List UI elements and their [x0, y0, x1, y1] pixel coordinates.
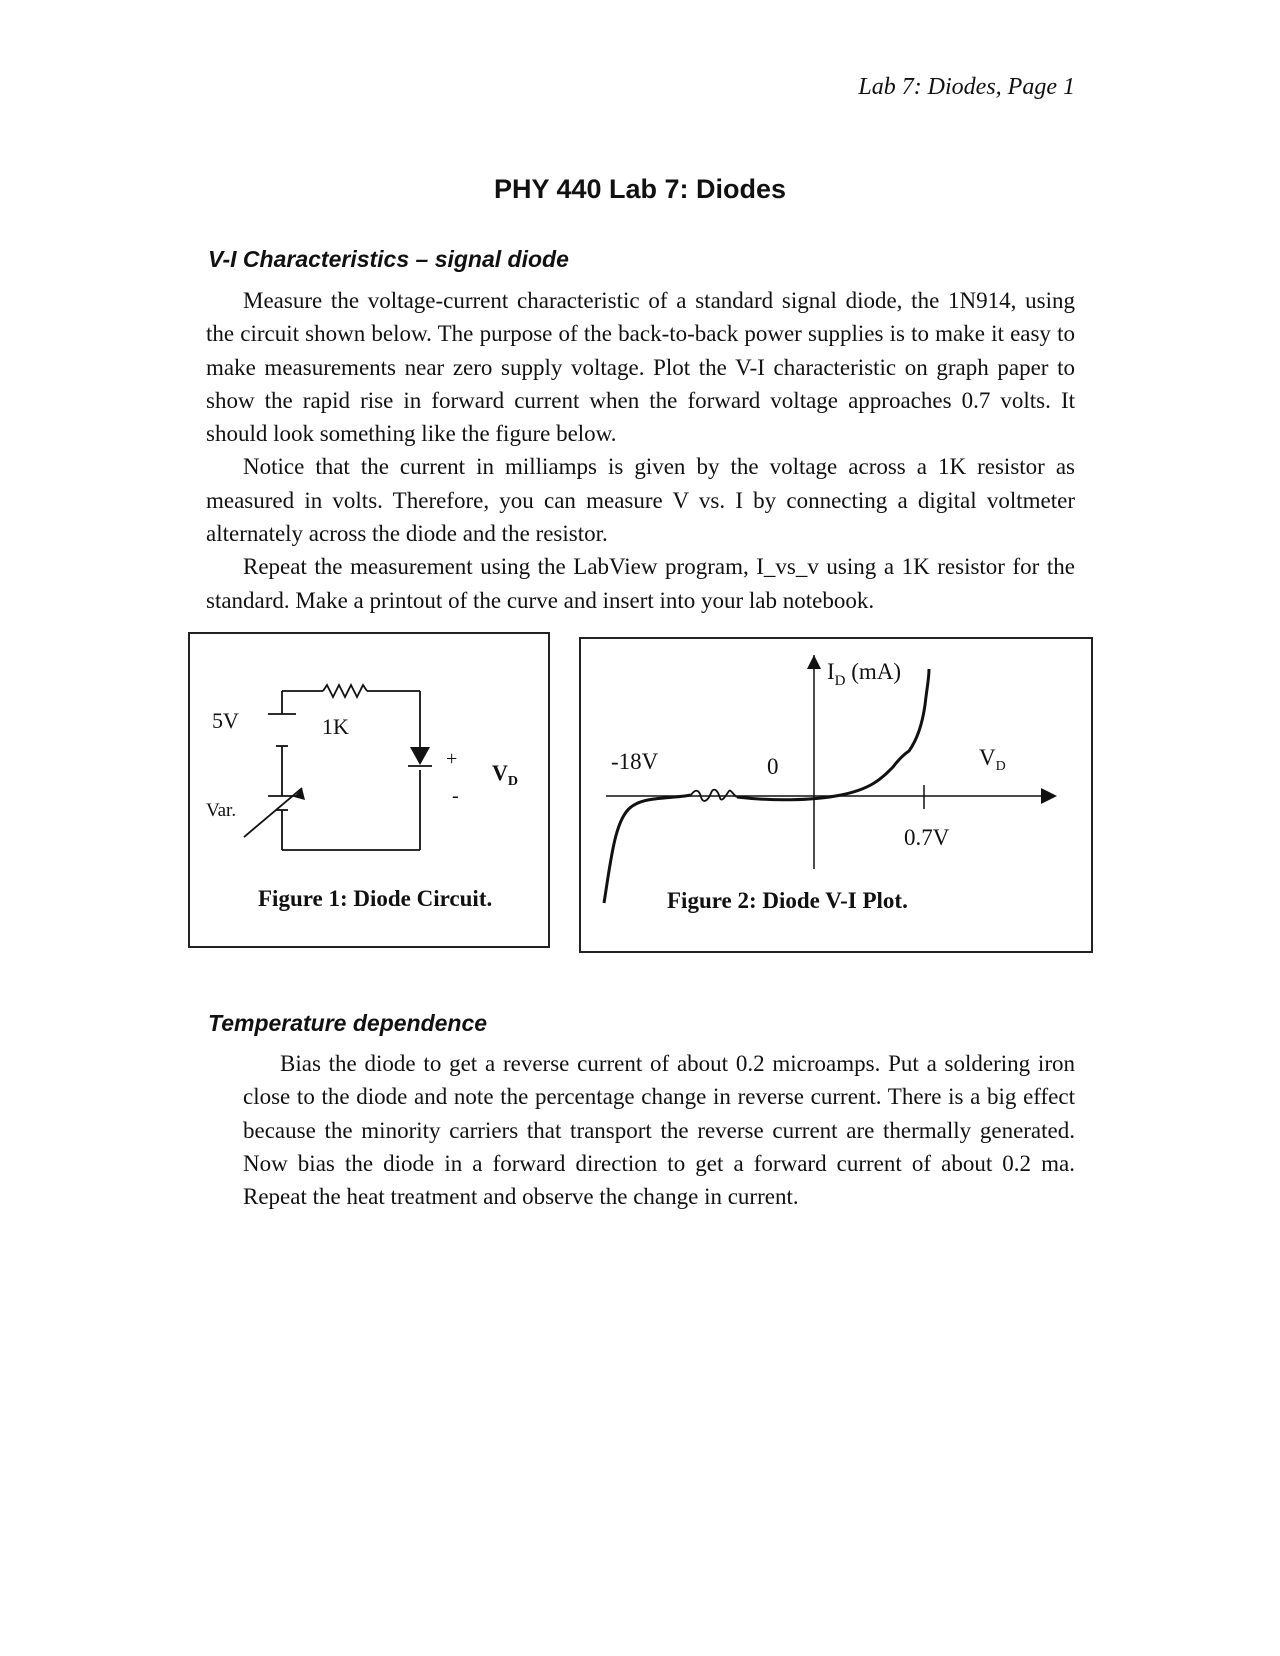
minus-sign: -: [452, 785, 459, 807]
section-heading-vi: V-I Characteristics – signal diode: [208, 246, 569, 272]
section-heading-temperature: Temperature dependence: [208, 1010, 488, 1036]
paragraph: Notice that the current in milliamps is given by the voltage across a 1K resistor as measured in volts. Therefore, you can measure V vs. I by connecting a digital voltmeter alternately across the diode and the resistor.: [206, 454, 1075, 547]
vd-label: V: [492, 760, 508, 785]
x-axis-label: V: [979, 745, 996, 770]
figure1-caption: Figure 1: Diode Circuit.: [258, 886, 493, 911]
breakdown-voltage-label: -18V: [611, 749, 659, 774]
paragraph: Bias the diode to get a reverse current of about 0.2 microamps. Put a soldering iron close to the diode and note the percentage change in reverse current. There is a big effect because the minority carriers that transport the reverse current are thermally generated. Now bias the diode in a forward direction to get a forward current of about 0.2 ma. Repeat the heat treatment and observe the change in current.: [243, 1051, 1075, 1210]
y-axis-subscript: D: [834, 673, 846, 689]
paragraph: Measure the voltage-current characteristic of a standard signal diode, the 1N914, using the circuit shown below. The purpose of the back-to-back power supplies is to make it easy to make measurements near zero supply voltage. Plot the V-I characteristic on graph paper to show the rapid rise in forward current when the forward voltage approaches 0.7 volts. It should look something like the figure below.: [206, 288, 1075, 447]
svg-text:VD: [492, 760, 518, 789]
x-axis-subscript: D: [995, 759, 1006, 774]
circuit-diagram: [190, 634, 552, 950]
figure-vi-plot: [579, 637, 1093, 953]
plus-sign: +: [446, 748, 458, 770]
svg-text:ID (mA): [827, 659, 901, 689]
knee-voltage-label: 0.7V: [904, 825, 950, 850]
resistor-label: 1K: [322, 714, 349, 739]
y-axis-label: I: [827, 659, 835, 684]
section-body-vi: [206, 284, 1075, 617]
x-axis-arrowhead: [1041, 788, 1057, 804]
figure-diode-circuit: [188, 632, 550, 948]
y-axis-unit: (mA): [845, 659, 902, 684]
diode-triangle: [410, 747, 430, 765]
supply-voltage-label: 5V: [212, 708, 239, 733]
section-body-temperature: [243, 1047, 1075, 1213]
y-axis-arrowhead: [807, 655, 821, 669]
resistor-symbol: [323, 685, 367, 697]
paragraph: Repeat the measurement using the LabView program, I_vs_v using a 1K resistor for the standard. Make a printout of the curve and insert into your lab notebook.: [206, 554, 1075, 613]
document-title: PHY 440 Lab 7: Diodes: [493, 174, 787, 204]
origin-label: 0: [767, 754, 779, 779]
vi-plot: [581, 639, 1095, 955]
breakdown-curve: [604, 795, 691, 903]
variable-supply-label: Var.: [206, 800, 237, 821]
forward-curve: [737, 669, 929, 800]
vd-subscript: D: [507, 774, 519, 789]
figure2-caption: Figure 2: Diode V-I Plot.: [667, 888, 908, 913]
svg-text:VD: [979, 745, 1006, 774]
running-header: Lab 7: Diodes, Page 1: [858, 74, 1075, 100]
